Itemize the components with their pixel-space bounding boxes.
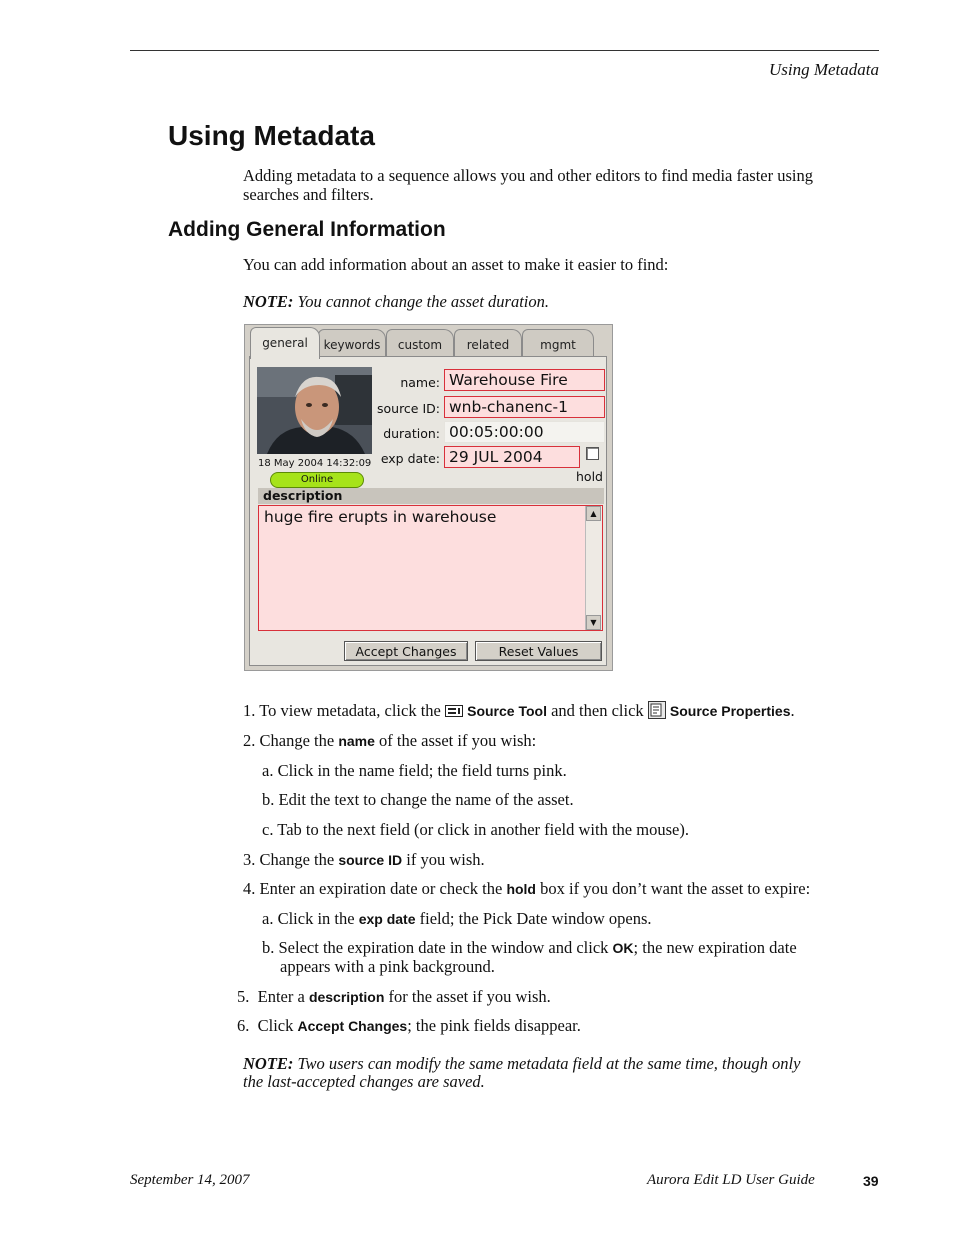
step-text: To view metadata, click the [259,701,441,720]
metadata-panel-screenshot [244,324,613,671]
step-number: 1. [243,701,256,720]
scroll-up-icon[interactable]: ▲ [586,506,601,521]
duration-label: duration: [383,426,440,441]
source-id-field[interactable]: wnb-chanenc-1 [444,396,605,418]
step-text: Click [257,1016,294,1035]
footer-date: September 14, 2007 [130,1172,250,1188]
step-text: ; the pink fields disappear. [407,1016,581,1035]
source-tool-icon [445,703,463,722]
step-text: a. Click in the [262,909,355,928]
step-text: . [790,701,795,720]
source-id-term: source ID [338,852,403,868]
note-2 [243,1054,800,1073]
step-number: 3. [243,850,256,869]
description-scrollbar[interactable] [585,506,602,630]
section-intro: You can add information about an asset to make it easier to find: [243,255,669,274]
section-title: Adding General Information [168,218,446,241]
reset-values-button[interactable]: Reset Values [475,641,602,661]
note-text-line-1: Two users can modify the same metadata field at the same time, though only [297,1054,801,1073]
running-header: Using Metadata [768,60,879,79]
step-text: for the asset if you wish. [388,987,551,1006]
step-5 [237,987,551,1007]
duration-field: 00:05:00:00 [444,421,605,443]
accept-changes-term: Accept Changes [297,1018,408,1034]
online-status-badge: Online [270,472,364,488]
step-text: box if you don’t want the asset to expire: [540,879,811,898]
tab-keywords[interactable]: keywords [318,329,386,357]
step-text: Change the [259,850,335,869]
source-id-label: source ID: [376,401,440,416]
step-3 [243,850,485,870]
tab-general[interactable]: general [250,327,320,359]
step-text: Enter an expiration date or check the [259,879,503,898]
step-number: 5. [237,987,250,1006]
tab-custom[interactable]: custom [386,329,454,357]
step-1 [243,701,795,723]
note-text: You cannot change the asset duration. [297,292,550,311]
source-properties-term: Source Properties [669,703,791,719]
step-number: 6. [237,1016,250,1035]
hold-term: hold [506,881,536,897]
step-text: and then click [551,701,644,720]
step-4b [262,938,797,958]
step-text: Change the [259,731,335,750]
step-text: Enter a [257,987,305,1006]
description-header: description [258,488,604,504]
source-properties-icon [648,701,666,723]
description-field[interactable] [258,505,603,631]
name-field[interactable]: Warehouse Fire [444,369,605,391]
tab-strip [249,327,609,357]
exp-date-field[interactable]: 29 JUL 2004 [444,446,580,468]
name-label: name: [400,375,440,390]
step-text: of the asset if you wish: [379,731,537,750]
ok-term: OK [612,940,634,956]
general-tab-content [249,356,607,666]
step-2a: a. Click in the name field; the field turns pink. [262,761,567,780]
description-term: description [308,989,385,1005]
tab-related[interactable]: related [454,329,522,357]
note-text-line-2: the last-accepted changes are saved. [243,1072,485,1091]
step-4 [243,879,810,899]
footer-guide-title: Aurora Edit LD User Guide [647,1172,815,1188]
page-title: Using Metadata [168,120,375,151]
asset-timestamp: 18 May 2004 14:32:09 [258,458,372,469]
step-number: 4. [243,879,256,898]
step-6 [237,1016,581,1036]
step-2 [243,731,536,751]
header-rule [130,50,879,51]
step-text: ; the new expiration date [633,938,797,957]
description-text: huge fire erupts in warehouse [264,508,497,526]
hold-label: hold [576,469,603,484]
step-number: 2. [243,731,256,750]
step-4a [262,909,652,929]
exp-date-term: exp date [358,911,416,927]
tab-mgmt[interactable]: mgmt [522,329,594,357]
exp-date-label: exp date: [380,451,440,466]
intro-paragraph: Adding metadata to a sequence allows you and other editors to find media faster using searches and filters. [243,166,814,204]
source-tool-term: Source Tool [467,703,547,719]
step-2c: c. Tab to the next field (or click in another field with the mouse). [262,820,689,839]
asset-thumbnail [257,367,372,454]
accept-changes-button[interactable]: Accept Changes [344,641,468,661]
name-term: name [338,733,375,749]
step-text: field; the Pick Date window opens. [419,909,652,928]
step-4b-continued: appears with a pink background. [280,957,495,976]
note-label: NOTE: [243,292,294,311]
note-1 [243,292,549,311]
page-number: 39 [863,1173,879,1189]
hold-checkbox[interactable] [586,447,599,460]
step-2b: b. Edit the text to change the name of the asset. [262,790,574,809]
step-text: if you wish. [406,850,485,869]
scroll-down-icon[interactable]: ▼ [586,615,601,630]
step-text: b. Select the expiration date in the window and click [262,938,609,957]
note-label: NOTE: [243,1054,294,1073]
